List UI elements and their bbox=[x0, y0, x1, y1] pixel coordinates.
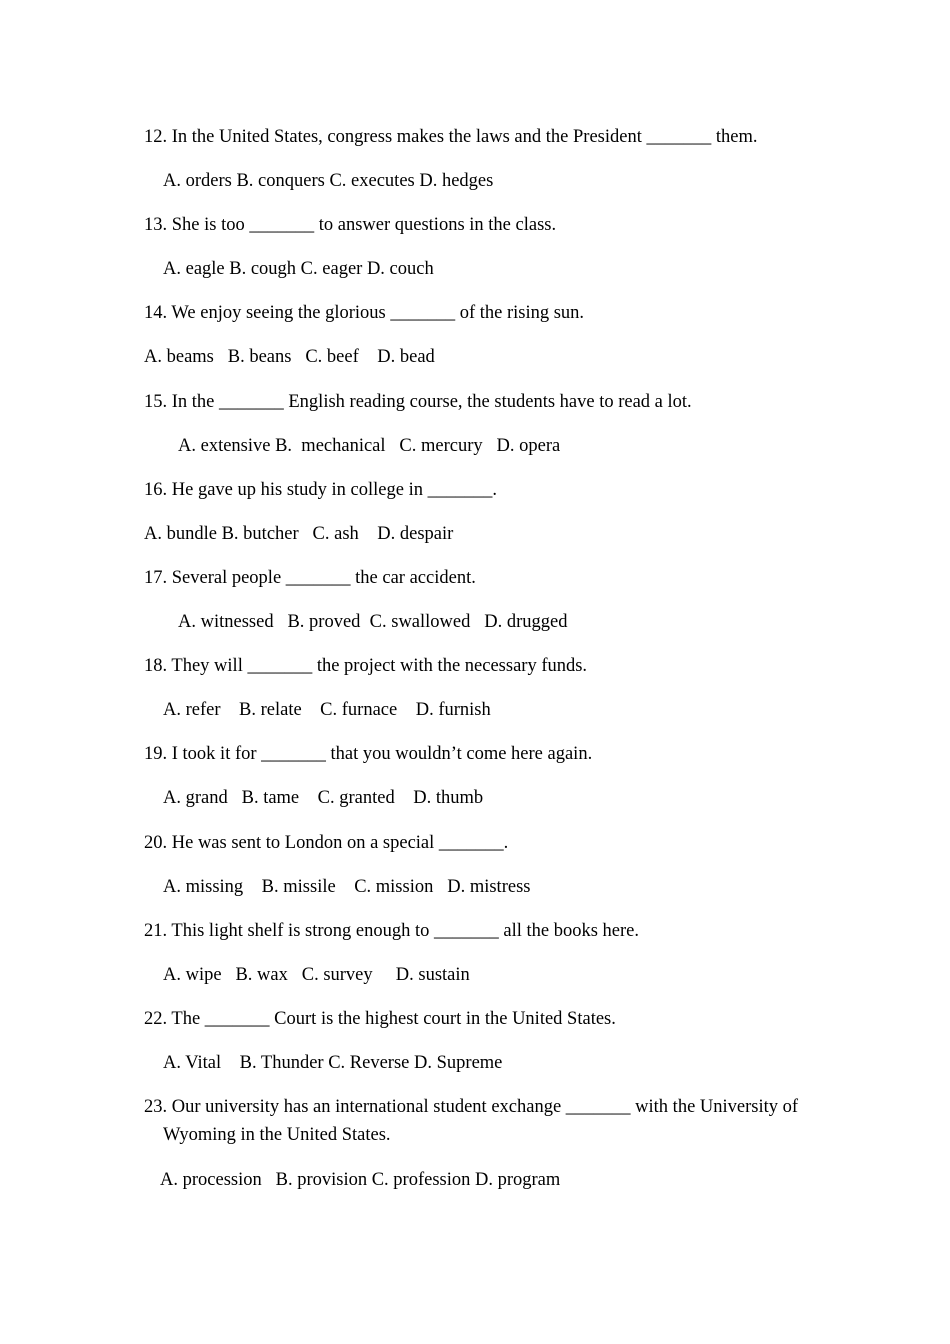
question-23-stem: 23. Our university has an international student exchange _______ with the University of Wyoming in the United States. bbox=[144, 1097, 799, 1145]
question-18-stem: 18. They will _______ the project with the necessary funds. bbox=[144, 656, 588, 676]
question-15-options: A. extensive B. mechanical C. mercury D. opera bbox=[178, 436, 561, 456]
question-18-options: A. refer B. relate C. furnace D. furnish bbox=[163, 700, 491, 720]
question-12-options: A. orders B. conquers C. executes D. hedges bbox=[163, 171, 494, 191]
question-22-stem: 22. The _______ Court is the highest court in the United States. bbox=[144, 1009, 616, 1029]
question-13-stem: 13. She is too _______ to answer questions in the class. bbox=[144, 215, 557, 235]
question-17-stem: 17. Several people _______ the car accident. bbox=[144, 568, 476, 588]
question-20-options: A. missing B. missile C. mission D. mistress bbox=[163, 877, 531, 897]
question-16-options: A. bundle B. butcher C. ash D. despair bbox=[144, 524, 454, 544]
question-19-stem: 19. I took it for _______ that you wouldn’t come here again. bbox=[144, 744, 593, 764]
question-21-options: A. wipe B. wax C. survey D. sustain bbox=[163, 965, 470, 985]
question-14-options: A. beams B. beans C. beef D. bead bbox=[144, 347, 435, 367]
question-16-stem: 16. He gave up his study in college in _______. bbox=[144, 480, 497, 500]
question-21-stem: 21. This light shelf is strong enough to _______ all the books here. bbox=[144, 921, 640, 941]
question-17-options: A. witnessed B. proved C. swallowed D. drugged bbox=[178, 612, 568, 632]
question-13-options: A. eagle B. cough C. eager D. couch bbox=[163, 259, 434, 279]
question-12-stem: 12. In the United States, congress makes the laws and the President _______ them. bbox=[144, 127, 758, 147]
question-14-stem: 14. We enjoy seeing the glorious _______ of the rising sun. bbox=[144, 303, 585, 323]
question-23-options: A. procession B. provision C. profession D. program bbox=[160, 1170, 561, 1190]
question-19-options: A. grand B. tame C. granted D. thumb bbox=[163, 788, 484, 808]
question-15-stem: 15. In the _______ English reading course, the students have to read a lot. bbox=[144, 392, 692, 412]
question-20-stem: 20. He was sent to London on a special _______. bbox=[144, 833, 509, 853]
question-22-options: A. Vital B. Thunder C. Reverse D. Supreme bbox=[163, 1053, 503, 1073]
